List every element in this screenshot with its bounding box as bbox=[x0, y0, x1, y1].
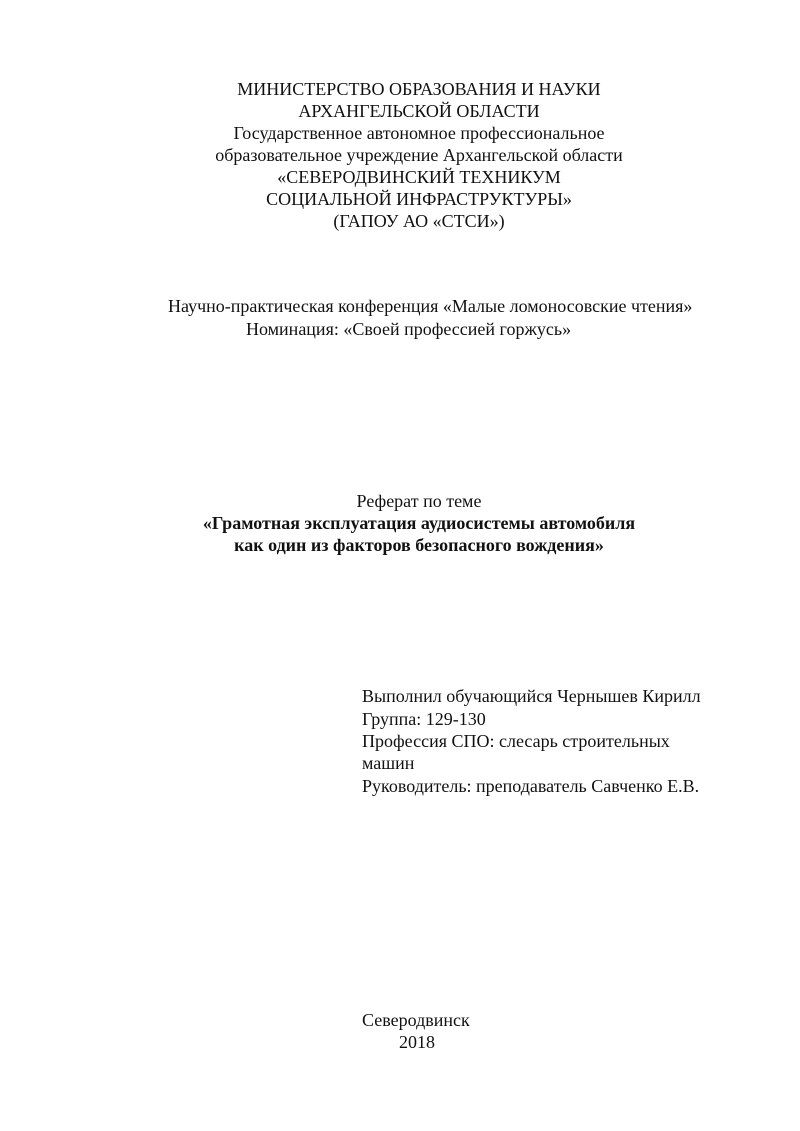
institution-name-line-2: СОЦИАЛЬНОЙ ИНФРАСТРУКТУРЫ» bbox=[266, 189, 572, 209]
topic-label: Реферат по теме bbox=[356, 491, 482, 511]
author-profession: Профессия СПО: слесарь строительных bbox=[362, 731, 670, 751]
conference-title: Научно-практическая конференция «Малые ломоносовские чтения» bbox=[168, 296, 693, 316]
topic-title-line-1: «Грамотная эксплуатация аудиосистемы автомобиля bbox=[202, 513, 636, 533]
year: 2018 bbox=[399, 1032, 435, 1052]
author-profession-continued: машин bbox=[362, 753, 415, 773]
supervisor: Руководитель: преподаватель Савченко Е.В. bbox=[362, 776, 700, 796]
city: Северодвинск bbox=[362, 1010, 470, 1030]
author-name: Выполнил обучающийся Чернышев Кирилл bbox=[362, 686, 701, 706]
ministry-line: МИНИСТЕРСТВО ОБРАЗОВАНИЯ И НАУКИ bbox=[237, 79, 601, 99]
region-line: АРХАНГЕЛЬСКОЙ ОБЛАСТИ bbox=[298, 101, 540, 121]
conference-nomination: Номинация: «Своей профессией горжусь» bbox=[246, 319, 572, 339]
institution-abbreviation: (ГАПОУ АО «СТСИ») bbox=[333, 211, 505, 231]
topic-title-line-2: как один из факторов безопасного вождения» bbox=[234, 535, 604, 555]
author-group: Группа: 129-130 bbox=[362, 709, 486, 729]
institution-type-line-2: образовательное учреждение Архангельской области bbox=[215, 145, 623, 165]
institution-type-line: Государственное автономное профессиональное bbox=[233, 123, 605, 143]
institution-name-line: «СЕВЕРОДВИНСКИЙ ТЕХНИКУМ bbox=[277, 167, 561, 187]
